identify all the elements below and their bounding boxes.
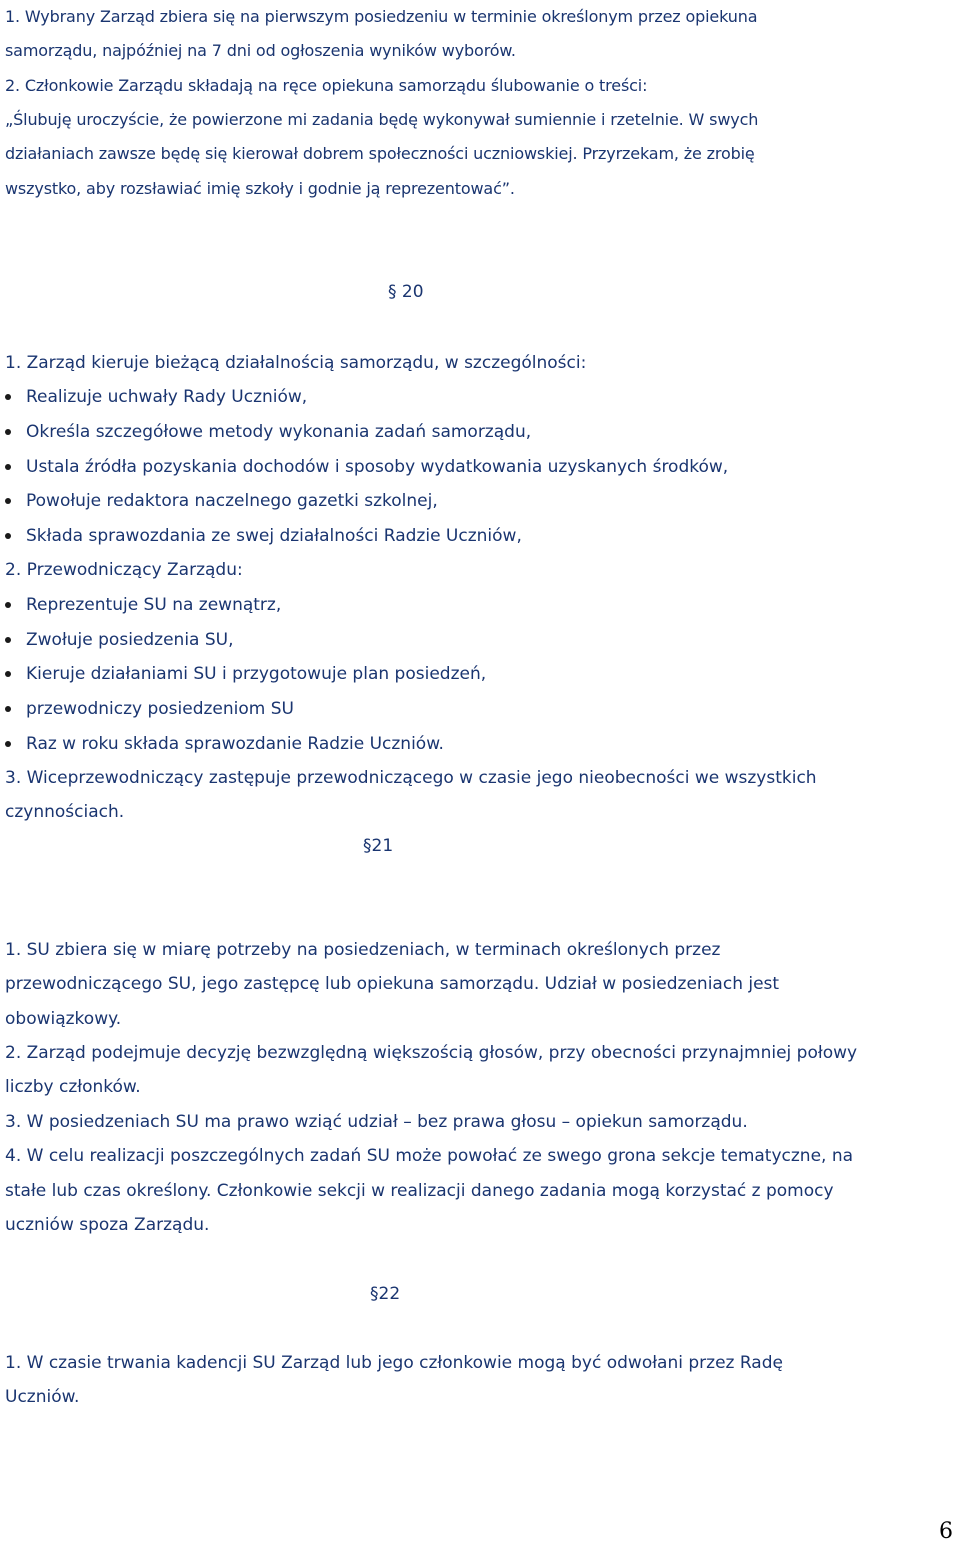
bullet-icon (5, 498, 11, 504)
list-item: przewodniczy posiedzeniom SU (26, 699, 294, 719)
text-line: samorządu, najpóźniej na 7 dni od ogłoszenia wyników wyborów. (5, 41, 516, 60)
section-heading: § 20 (388, 282, 424, 302)
text-line: obowiązkowy. (5, 1009, 122, 1029)
text-line: wszystko, aby rozsławiać imię szkoły i godnie ją reprezentować”. (5, 179, 515, 198)
text-line: 2. Członkowie Zarządu składają na ręce opiekuna samorządu ślubowanie o treści: (5, 76, 648, 95)
text-line: 4. W celu realizacji poszczególnych zadań SU może powołać ze swego grona sekcje tematyczne, na (5, 1146, 854, 1166)
text-line: 3. W posiedzeniach SU ma prawo wziąć udział – bez prawa głosu – opiekun samorządu. (5, 1112, 748, 1132)
bullet-icon (5, 464, 11, 470)
text-line: „Ślubuję uroczyście, że powierzone mi zadania będę wykonywał sumiennie i rzetelnie. W swych (5, 110, 759, 129)
bullet-icon (5, 533, 11, 539)
text-line: liczby członków. (5, 1077, 141, 1097)
text-line: stałe lub czas określony. Członkowie sekcji w realizacji danego zadania mogą korzystać z pomocy (5, 1181, 834, 1201)
list-item: Określa szczegółowe metody wykonania zadań samorządu, (26, 422, 532, 442)
item-3: 3. Wiceprzewodniczący zastępuje przewodniczącego w czasie jego nieobecności we wszystkich (5, 768, 817, 788)
section-heading: §21 (363, 836, 394, 856)
bullet-icon (5, 741, 11, 747)
item-1: 1. Zarząd kieruje bieżącą działalnością samorządu, w szczególności: (5, 353, 587, 373)
list-item: Powołuje redaktora naczelnego gazetki szkolnej, (26, 491, 438, 511)
list-item: Ustala źródła pozyskania dochodów i sposoby wydatkowania uzyskanych środków, (26, 457, 729, 477)
bullet-icon (5, 394, 11, 400)
list-item: Zwołuje posiedzenia SU, (26, 630, 234, 650)
text-line: 2. Zarząd podejmuje decyzję bezwzględną większością głosów, przy obecności przynajmniej połowy (5, 1043, 858, 1063)
text-line: przewodniczącego SU, jego zastępcę lub opiekuna samorządu. Udział w posiedzeniach jest (5, 974, 780, 994)
section-heading: §22 (370, 1284, 401, 1304)
text-line: działaniach zawsze będę się kierował dobrem społeczności uczniowskiej. Przyrzekam, że zrobię (5, 144, 755, 163)
text-line: 1. Wybrany Zarząd zbiera się na pierwszym posiedzeniu w terminie określonym przez opiekuna (5, 7, 758, 26)
page-number: 6 (939, 1519, 953, 1544)
item-2: 2. Przewodniczący Zarządu: (5, 560, 243, 580)
bullet-icon (5, 637, 11, 643)
text-line: 1. SU zbiera się w miarę potrzeby na posiedzeniach, w terminach określonych przez (5, 940, 721, 960)
list-item: Kieruje działaniami SU i przygotowuje plan posiedzeń, (26, 664, 487, 684)
text-line: Uczniów. (5, 1387, 80, 1407)
list-item: Realizuje uchwały Rady Uczniów, (26, 387, 308, 407)
bullet-icon (5, 429, 11, 435)
bullet-icon (5, 671, 11, 677)
text-line: uczniów spoza Zarządu. (5, 1215, 210, 1235)
text-line: 1. W czasie trwania kadencji SU Zarząd lub jego członkowie mogą być odwołani przez Radę (5, 1353, 783, 1373)
list-item: Składa sprawozdania ze swej działalności Radzie Uczniów, (26, 526, 522, 546)
bullet-icon (5, 706, 11, 712)
item-3-continued: czynnościach. (5, 802, 125, 822)
list-item: Reprezentuje SU na zewnątrz, (26, 595, 282, 615)
bullet-icon (5, 602, 11, 608)
list-item: Raz w roku składa sprawozdanie Radzie Uczniów. (26, 734, 444, 754)
